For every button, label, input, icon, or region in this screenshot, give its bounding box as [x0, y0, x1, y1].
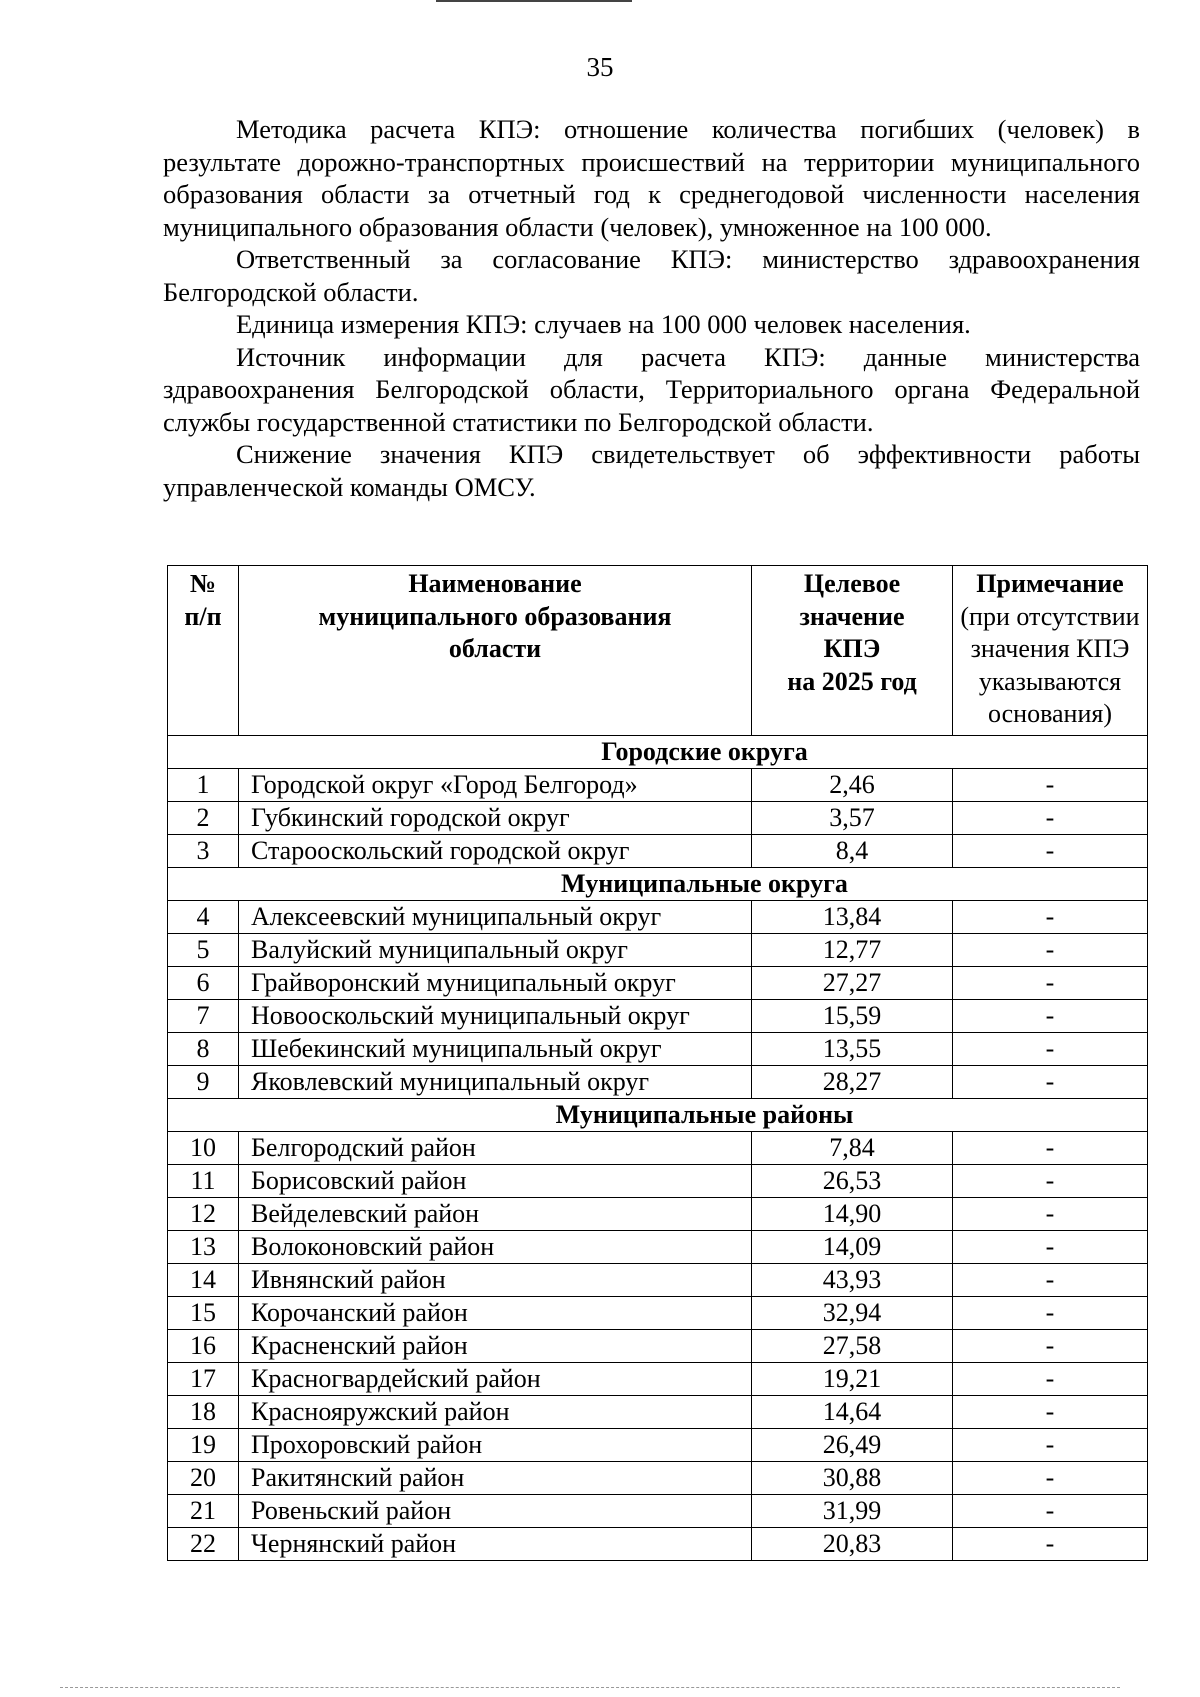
table-row	[168, 1329, 1148, 1362]
table-row	[168, 1164, 1148, 1197]
row-note: -	[953, 1395, 1148, 1428]
row-number: 16	[168, 1329, 239, 1362]
section-title: Городские округа	[168, 735, 1148, 768]
row-value: 27,27	[752, 966, 953, 999]
section-title: Муниципальные районы	[168, 1098, 1148, 1131]
row-value: 14,64	[752, 1395, 953, 1428]
header-name: Наименование муниципального образования области	[239, 566, 752, 736]
section-row	[168, 1098, 1148, 1131]
table-row	[168, 1428, 1148, 1461]
section-row	[168, 867, 1148, 900]
row-number: 14	[168, 1263, 239, 1296]
row-note: -	[953, 1527, 1148, 1560]
row-note: -	[953, 1131, 1148, 1164]
row-name: Белгородский район	[239, 1131, 752, 1164]
row-note: -	[953, 834, 1148, 867]
row-number: 7	[168, 999, 239, 1032]
row-name: Алексеевский муниципальный округ	[239, 900, 752, 933]
row-value: 26,49	[752, 1428, 953, 1461]
row-value: 26,53	[752, 1164, 953, 1197]
row-number: 19	[168, 1428, 239, 1461]
row-number: 2	[168, 801, 239, 834]
table-row	[168, 1032, 1148, 1065]
row-name: Корочанский район	[239, 1296, 752, 1329]
table-row	[168, 1230, 1148, 1263]
row-note: -	[953, 1296, 1148, 1329]
row-note: -	[953, 768, 1148, 801]
row-name: Прохоровский район	[239, 1428, 752, 1461]
row-name: Шебекинский муниципальный округ	[239, 1032, 752, 1065]
table-row	[168, 966, 1148, 999]
table-row	[168, 1362, 1148, 1395]
row-number: 12	[168, 1197, 239, 1230]
row-value: 30,88	[752, 1461, 953, 1494]
top-rule	[436, 0, 632, 2]
table-header	[168, 566, 1148, 736]
row-note: -	[953, 1494, 1148, 1527]
row-name: Губкинский городской округ	[239, 801, 752, 834]
row-name: Красногвардейский район	[239, 1362, 752, 1395]
row-name: Красненский район	[239, 1329, 752, 1362]
row-note: -	[953, 1230, 1148, 1263]
table-row	[168, 1065, 1148, 1098]
row-name: Ивнянский район	[239, 1263, 752, 1296]
row-number: 21	[168, 1494, 239, 1527]
row-note: -	[953, 1197, 1148, 1230]
section-title: Муниципальные округа	[168, 867, 1148, 900]
bottom-rule	[60, 1687, 1120, 1688]
row-number: 13	[168, 1230, 239, 1263]
row-name: Ракитянский район	[239, 1461, 752, 1494]
row-number: 9	[168, 1065, 239, 1098]
row-value: 20,83	[752, 1527, 953, 1560]
table-row	[168, 1461, 1148, 1494]
paragraph-interpretation: Снижение значения КПЭ свидетельствует об эффективности работы управленческой команды ОМСУ.	[163, 439, 1140, 502]
row-number: 17	[168, 1362, 239, 1395]
row-number: 22	[168, 1527, 239, 1560]
row-note: -	[953, 900, 1148, 933]
paragraph-unit: Единица измерения КПЭ: случаев на 100 000 человек населения.	[236, 309, 971, 339]
row-value: 13,84	[752, 900, 953, 933]
row-number: 5	[168, 933, 239, 966]
row-value: 14,90	[752, 1197, 953, 1230]
row-name: Старооскольский городской округ	[239, 834, 752, 867]
row-value: 13,55	[752, 1032, 953, 1065]
row-name: Вейделевский район	[239, 1197, 752, 1230]
row-value: 3,57	[752, 801, 953, 834]
row-note: -	[953, 1461, 1148, 1494]
header-note-detail: (при отсутствии значения КПЭ указываются основания)	[960, 601, 1140, 728]
row-note: -	[953, 1263, 1148, 1296]
row-number: 10	[168, 1131, 239, 1164]
row-value: 28,27	[752, 1065, 953, 1098]
row-value: 8,4	[752, 834, 953, 867]
table-row	[168, 1296, 1148, 1329]
row-number: 18	[168, 1395, 239, 1428]
row-number: 3	[168, 834, 239, 867]
paragraph-methodology: Методика расчета КПЭ: отношение количества погибших (человек) в результате дорожно-транспортных происшествий на территории муниципального образования области за отчетный год к среднегодовой численности населения муниципального образования области (человек), умноженное на 100 000.	[163, 114, 1140, 242]
row-value: 7,84	[752, 1131, 953, 1164]
table-row	[168, 801, 1148, 834]
table-row	[168, 1494, 1148, 1527]
row-value: 14,09	[752, 1230, 953, 1263]
row-note: -	[953, 1164, 1148, 1197]
paragraph-source: Источник информации для расчета КПЭ: данные министерства здравоохранения Белгородской области, Территориального органа Федеральной службы государственной статистики по Белгородской области.	[163, 341, 1140, 437]
body-text	[163, 113, 1140, 503]
row-name: Чернянский район	[239, 1527, 752, 1560]
table-row	[168, 1395, 1148, 1428]
row-name: Валуйский муниципальный округ	[239, 933, 752, 966]
row-number: 1	[168, 768, 239, 801]
row-number: 8	[168, 1032, 239, 1065]
kpe-table	[167, 565, 1148, 1561]
row-name: Грайворонский муниципальный округ	[239, 966, 752, 999]
row-number: 6	[168, 966, 239, 999]
row-note: -	[953, 1428, 1148, 1461]
row-note: -	[953, 1362, 1148, 1395]
row-value: 12,77	[752, 933, 953, 966]
row-value: 2,46	[752, 768, 953, 801]
row-note: -	[953, 966, 1148, 999]
header-value: Целевое значение КПЭ на 2025 год	[752, 566, 953, 736]
row-name: Новооскольский муниципальный округ	[239, 999, 752, 1032]
row-note: -	[953, 999, 1148, 1032]
header-number: № п/п	[168, 566, 239, 736]
header-row	[168, 566, 1148, 736]
table-row	[168, 834, 1148, 867]
table-row	[168, 768, 1148, 801]
row-value: 31,99	[752, 1494, 953, 1527]
page-number: 35	[586, 52, 614, 82]
row-value: 32,94	[752, 1296, 953, 1329]
table-row	[168, 1131, 1148, 1164]
table-row	[168, 1263, 1148, 1296]
row-note: -	[953, 801, 1148, 834]
table-row	[168, 1197, 1148, 1230]
row-value: 27,58	[752, 1329, 953, 1362]
table-row	[168, 999, 1148, 1032]
row-note: -	[953, 1065, 1148, 1098]
row-name: Городской округ «Город Белгород»	[239, 768, 752, 801]
row-name: Ровеньский район	[239, 1494, 752, 1527]
row-number: 11	[168, 1164, 239, 1197]
row-name: Борисовский район	[239, 1164, 752, 1197]
row-name: Яковлевский муниципальный округ	[239, 1065, 752, 1098]
row-note: -	[953, 933, 1148, 966]
row-number: 20	[168, 1461, 239, 1494]
table-row	[168, 933, 1148, 966]
row-name: Краснояружский район	[239, 1395, 752, 1428]
row-number: 15	[168, 1296, 239, 1329]
row-number: 4	[168, 900, 239, 933]
table-body	[168, 735, 1148, 1560]
row-value: 19,21	[752, 1362, 953, 1395]
row-name: Волоконовский район	[239, 1230, 752, 1263]
header-note-title: Примечание	[976, 569, 1124, 598]
paragraph-responsible: Ответственный за согласование КПЭ: министерство здравоохранения Белгородской области.	[163, 244, 1140, 307]
row-value: 15,59	[752, 999, 953, 1032]
section-row	[168, 735, 1148, 768]
header-note	[953, 566, 1148, 736]
row-note: -	[953, 1032, 1148, 1065]
row-value: 43,93	[752, 1263, 953, 1296]
table-row	[168, 1527, 1148, 1560]
row-note: -	[953, 1329, 1148, 1362]
table-row	[168, 900, 1148, 933]
